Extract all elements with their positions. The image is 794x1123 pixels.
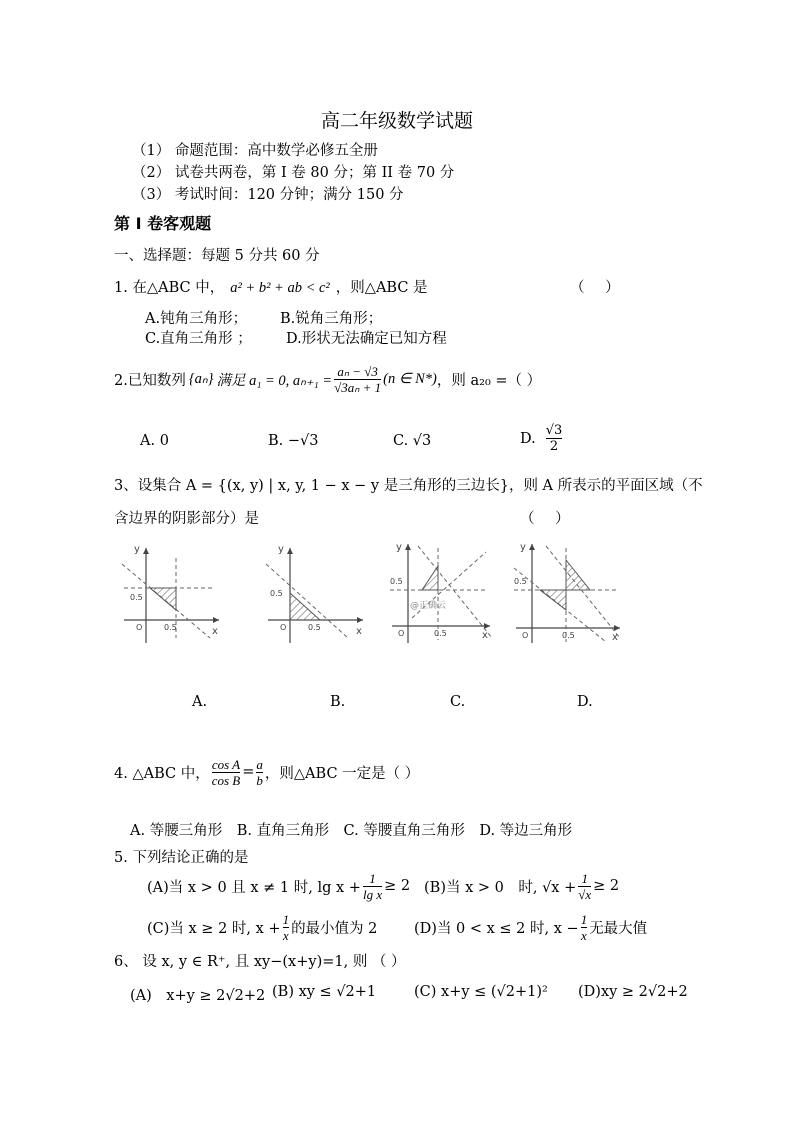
note-number: （3）	[132, 187, 171, 203]
q1-option-d: D.形状无法确定已知方程	[286, 331, 447, 347]
note-2	[132, 161, 454, 182]
note-number: （2）	[132, 165, 171, 181]
question-3-line1: 3、设集合 A = {(x, y) | x, y, 1 − x − y 是三角形的三边长}，则 A 所表示的平面区域（不	[114, 478, 703, 494]
note-1	[132, 139, 378, 160]
question-2-stem: 2.已知数列 {aₙ} 满足 a₁ = 0, aₙ₊₁ = $\frac{\text{aₙ − √3}}{\text{√3aₙ + 1}}$ (n ∈ N*) ，则 a₂₀ =（ ）	[114, 363, 542, 395]
svg-text:y: y	[396, 542, 402, 553]
q6-option-d: (D)xy ≥ 2√2+2	[578, 984, 688, 1000]
svg-text:0.5: 0.5	[308, 623, 321, 632]
q2-option-d: D. $\frac{√3}{2}$	[520, 423, 563, 454]
answer-paren: （ ）	[570, 280, 628, 296]
svg-text:0.5: 0.5	[434, 629, 447, 638]
answer-paren: （ ）	[520, 511, 578, 527]
svg-text:O: O	[522, 631, 529, 640]
note-number: （1）	[132, 143, 171, 159]
q2-fraction: $\frac{\text{aₙ − √3}}{\text{√3aₙ + 1}}$	[334, 363, 382, 395]
region-graph-b	[258, 538, 368, 648]
q6-option-c: (C) x+y ≤ (√2+1)²	[414, 984, 548, 1000]
q5-option-b: (B)当 x > 0 时, √x + $\frac{1}{√x}$ ≥ 2	[424, 870, 620, 902]
svg-text:y: y	[134, 544, 140, 555]
q1-option-a: A.钝角三角形；	[145, 311, 248, 327]
q4-options: A. 等腰三角形 B. 直角三角形 C. 等腰直角三角形 D. 等边三角形	[130, 823, 573, 839]
question-3-line2: 含边界的阴影部分）是	[114, 511, 259, 527]
note-text: 试卷共两卷，第 I 卷 80 分；第 II 卷 70 分	[174, 165, 455, 181]
q1-option-c: C.直角三角形 ；	[145, 331, 252, 347]
svg-text:0.5: 0.5	[270, 589, 283, 598]
svg-text:y: y	[278, 544, 284, 555]
q6-option-a: (A) x+y ≥ 2√2+2	[130, 988, 266, 1004]
svg-text:x: x	[212, 626, 218, 637]
region-graph-d	[510, 538, 625, 648]
svg-text:O: O	[398, 629, 405, 638]
question-6-stem: 6、 设 x, y ∈ R⁺, 且 xy−(x+y)=1, 则 （ ）	[114, 954, 406, 970]
q2-option-a: A. 0	[140, 433, 169, 449]
q5-option-c: (C)当 x ≥ 2 时, x + $\frac{1}{x}$ 的最小值为 2	[147, 911, 378, 943]
q1-option-b: B.锐角三角形；	[280, 311, 383, 327]
svg-text:0.5: 0.5	[164, 623, 177, 632]
svg-text:0.5: 0.5	[130, 593, 143, 602]
svg-text:0.5: 0.5	[562, 631, 575, 640]
q5-option-a: (A)当 x > 0 且 x ≠ 1 时, lg x + $\frac{1}{\text{lg x}}$ ≥ 2	[147, 870, 411, 902]
q1-math: a² + b² + ab < c²	[230, 280, 330, 296]
svg-text:x: x	[482, 630, 488, 641]
q5-option-d: (D)当 0 < x ≤ 2 时, x − $\frac{1}{x}$ 无最大值	[414, 911, 648, 943]
svg-text:O: O	[280, 623, 287, 632]
svg-text:O: O	[136, 623, 143, 632]
watermark: @正确云	[410, 601, 447, 611]
q2-option-b: B. −√3	[268, 433, 319, 449]
svg-text:x: x	[356, 626, 362, 637]
graph-label-c: C.	[450, 694, 466, 710]
note-text: 命题范围：高中数学必修五全册	[174, 143, 378, 159]
paper-title: 高二年级数学试题	[320, 110, 473, 132]
q2-option-c: C. √3	[393, 433, 432, 449]
question-5-stem: 5. 下列结论正确的是	[114, 850, 249, 866]
q6-option-b: (B) xy ≤ √2+1	[272, 984, 377, 1000]
question-4-stem: 4. △ABC 中， $\frac{\text{cos A}}{\text{cos B}}$ = $\frac{a}{b}$ ，则△ABC 一定是（ ）	[114, 756, 420, 788]
graph-label-b: B.	[330, 694, 346, 710]
part-title: 一、选择题：每题 5 分共 60 分	[114, 248, 320, 264]
graph-label-d: D.	[577, 694, 593, 710]
note-3	[132, 183, 404, 204]
svg-text:x: x	[612, 632, 618, 643]
note-text: 考试时间：120 分钟；满分 150 分	[174, 187, 404, 203]
svg-text:0.5: 0.5	[514, 577, 527, 586]
svg-text:0.5: 0.5	[390, 577, 403, 586]
graph-label-a: A.	[192, 694, 208, 710]
svg-text:y: y	[520, 542, 526, 553]
region-graph-a	[114, 538, 224, 648]
region-graph-c	[382, 538, 497, 648]
section-title: 第 I 卷客观题	[114, 214, 212, 233]
question-1-stem: 1. 在△ABC 中， a² + b² + ab < c² ，则△ABC 是	[114, 280, 428, 296]
